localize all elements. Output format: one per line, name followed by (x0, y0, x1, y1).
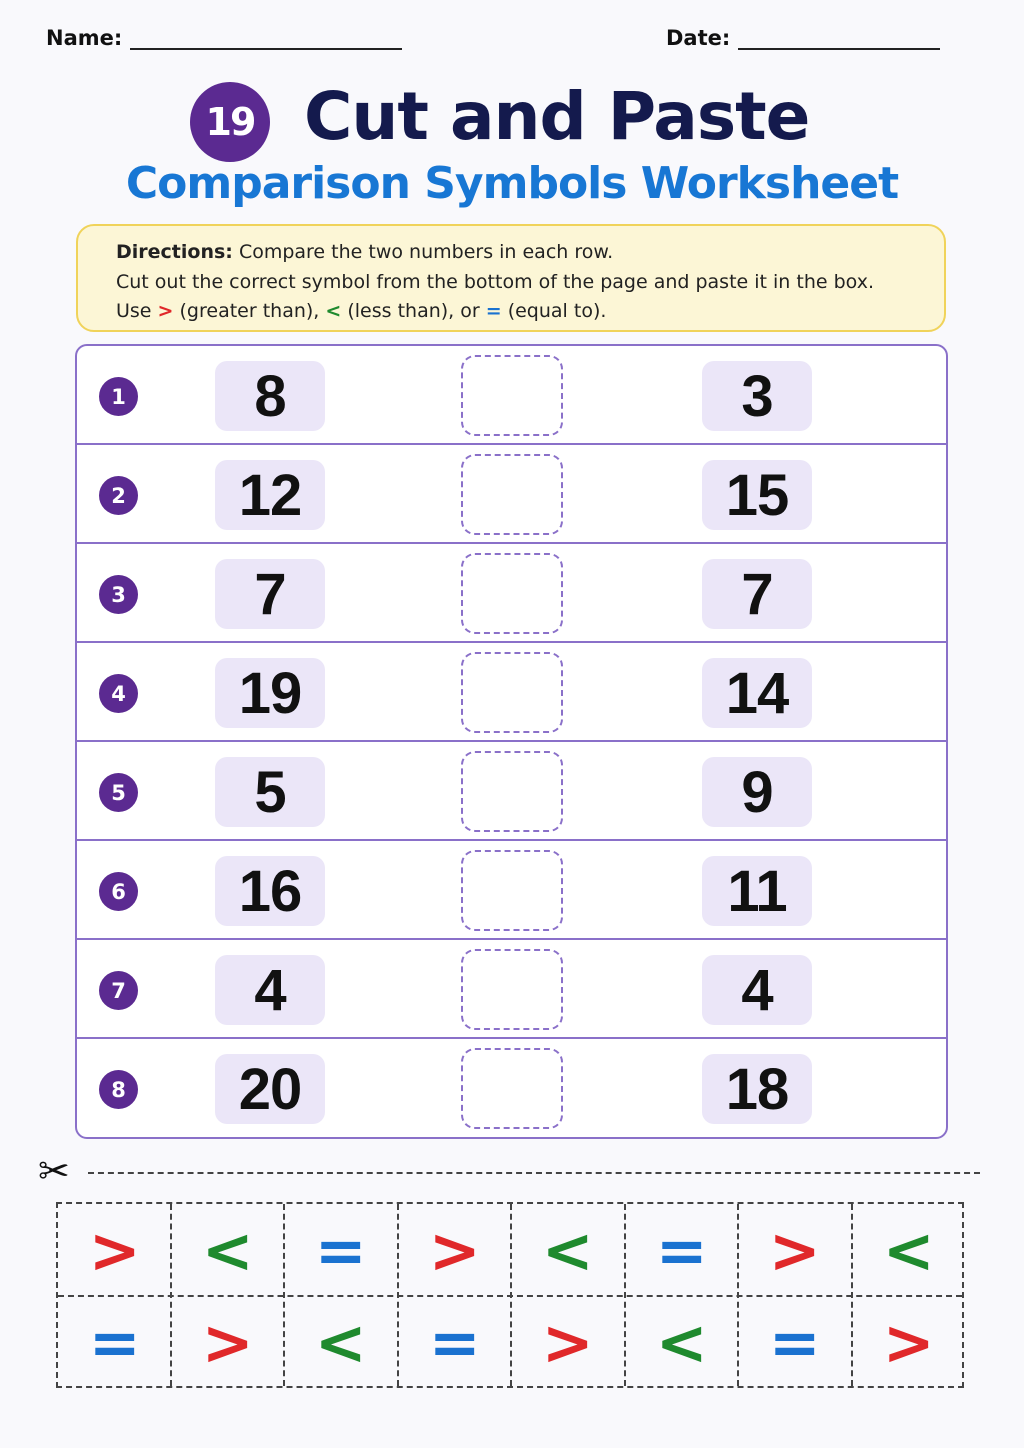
page-subtitle: Comparison Symbols Worksheet (125, 158, 899, 209)
use-text: Use (116, 300, 152, 322)
symbol-card-equal[interactable]: = (314, 1214, 367, 1287)
paste-box[interactable] (461, 652, 563, 733)
row-number-badge: 3 (99, 575, 138, 614)
symbol-card-greater-than[interactable]: > (882, 1306, 935, 1379)
name-label: Name: (46, 26, 123, 50)
page-title: Cut and Paste (304, 78, 810, 155)
paste-box[interactable] (461, 454, 563, 535)
row-number-badge: 5 (99, 773, 138, 812)
right-number: 14 (702, 658, 812, 728)
right-number: 18 (702, 1054, 812, 1124)
left-number: 8 (215, 361, 325, 431)
symbol-card-less-than[interactable]: < (541, 1214, 594, 1287)
directions-box (76, 224, 946, 332)
cut-line (88, 1172, 980, 1174)
right-number: 11 (702, 856, 812, 926)
less-than-symbol: < (325, 300, 342, 322)
comparison-row (77, 1039, 946, 1138)
paste-box[interactable] (461, 949, 563, 1030)
symbol-card-equal[interactable]: = (88, 1306, 141, 1379)
symbol-card-greater-than[interactable]: > (768, 1214, 821, 1287)
comparison-row (77, 445, 946, 544)
row-number-badge: 8 (99, 1070, 138, 1109)
title-number-badge: 19 (190, 82, 270, 162)
comparison-row (77, 346, 946, 445)
row-number-badge: 1 (99, 377, 138, 416)
symbol-card-equal[interactable]: = (768, 1306, 821, 1379)
symbol-card-less-than[interactable]: < (655, 1306, 708, 1379)
row-number-badge: 6 (99, 872, 138, 911)
symbol-card-less-than[interactable]: < (314, 1306, 367, 1379)
directions-text-1: Compare the two numbers in each row. (238, 241, 614, 263)
left-number: 4 (215, 955, 325, 1025)
right-number: 7 (702, 559, 812, 629)
left-number: 5 (215, 757, 325, 827)
paste-box[interactable] (461, 355, 563, 436)
comparison-row (77, 544, 946, 643)
symbol-card-less-than[interactable]: < (201, 1214, 254, 1287)
left-number: 20 (215, 1054, 325, 1124)
comparison-table (75, 344, 948, 1139)
comparison-row (77, 841, 946, 940)
comparison-row (77, 742, 946, 841)
greater-than-text: (greater than), (179, 300, 320, 322)
right-number: 3 (702, 361, 812, 431)
directions-line-3 (116, 297, 906, 327)
left-number: 7 (215, 559, 325, 629)
right-number: 4 (702, 955, 812, 1025)
equal-symbol: = (485, 300, 502, 322)
left-number: 19 (215, 658, 325, 728)
right-number: 9 (702, 757, 812, 827)
symbol-card-equal[interactable]: = (428, 1306, 481, 1379)
comparison-row (77, 643, 946, 742)
name-blank-line[interactable] (130, 28, 402, 50)
right-number: 15 (702, 460, 812, 530)
left-number: 16 (215, 856, 325, 926)
symbol-card-greater-than[interactable]: > (428, 1214, 481, 1287)
paste-box[interactable] (461, 553, 563, 634)
greater-than-symbol: > (157, 300, 174, 322)
symbol-card-less-than[interactable]: < (882, 1214, 935, 1287)
date-label: Date: (666, 26, 731, 50)
row-number-badge: 4 (99, 674, 138, 713)
directions-label: Directions: (116, 241, 233, 263)
directions-line-1 (116, 238, 906, 268)
symbol-card-greater-than[interactable]: > (201, 1306, 254, 1379)
directions-line-2: Cut out the correct symbol from the bottom of the page and paste it in the box. (116, 270, 874, 293)
row-number-badge: 7 (99, 971, 138, 1010)
scissors-icon: ✂ (38, 1149, 70, 1193)
symbol-card-equal[interactable]: = (655, 1214, 708, 1287)
paste-box[interactable] (461, 1048, 563, 1129)
comparison-row (77, 940, 946, 1039)
symbol-cards-grid (56, 1202, 964, 1388)
row-number-badge: 2 (99, 476, 138, 515)
paste-box[interactable] (461, 751, 563, 832)
paste-box[interactable] (461, 850, 563, 931)
less-than-text: (less than), or (347, 300, 480, 322)
left-number: 12 (215, 460, 325, 530)
symbol-card-greater-than[interactable]: > (88, 1214, 141, 1287)
name-field[interactable] (46, 26, 402, 50)
equal-text: (equal to). (507, 300, 607, 322)
symbol-card-greater-than[interactable]: > (541, 1306, 594, 1379)
title-area (0, 78, 1024, 168)
date-blank-line[interactable] (738, 28, 940, 50)
date-field[interactable] (666, 26, 940, 50)
